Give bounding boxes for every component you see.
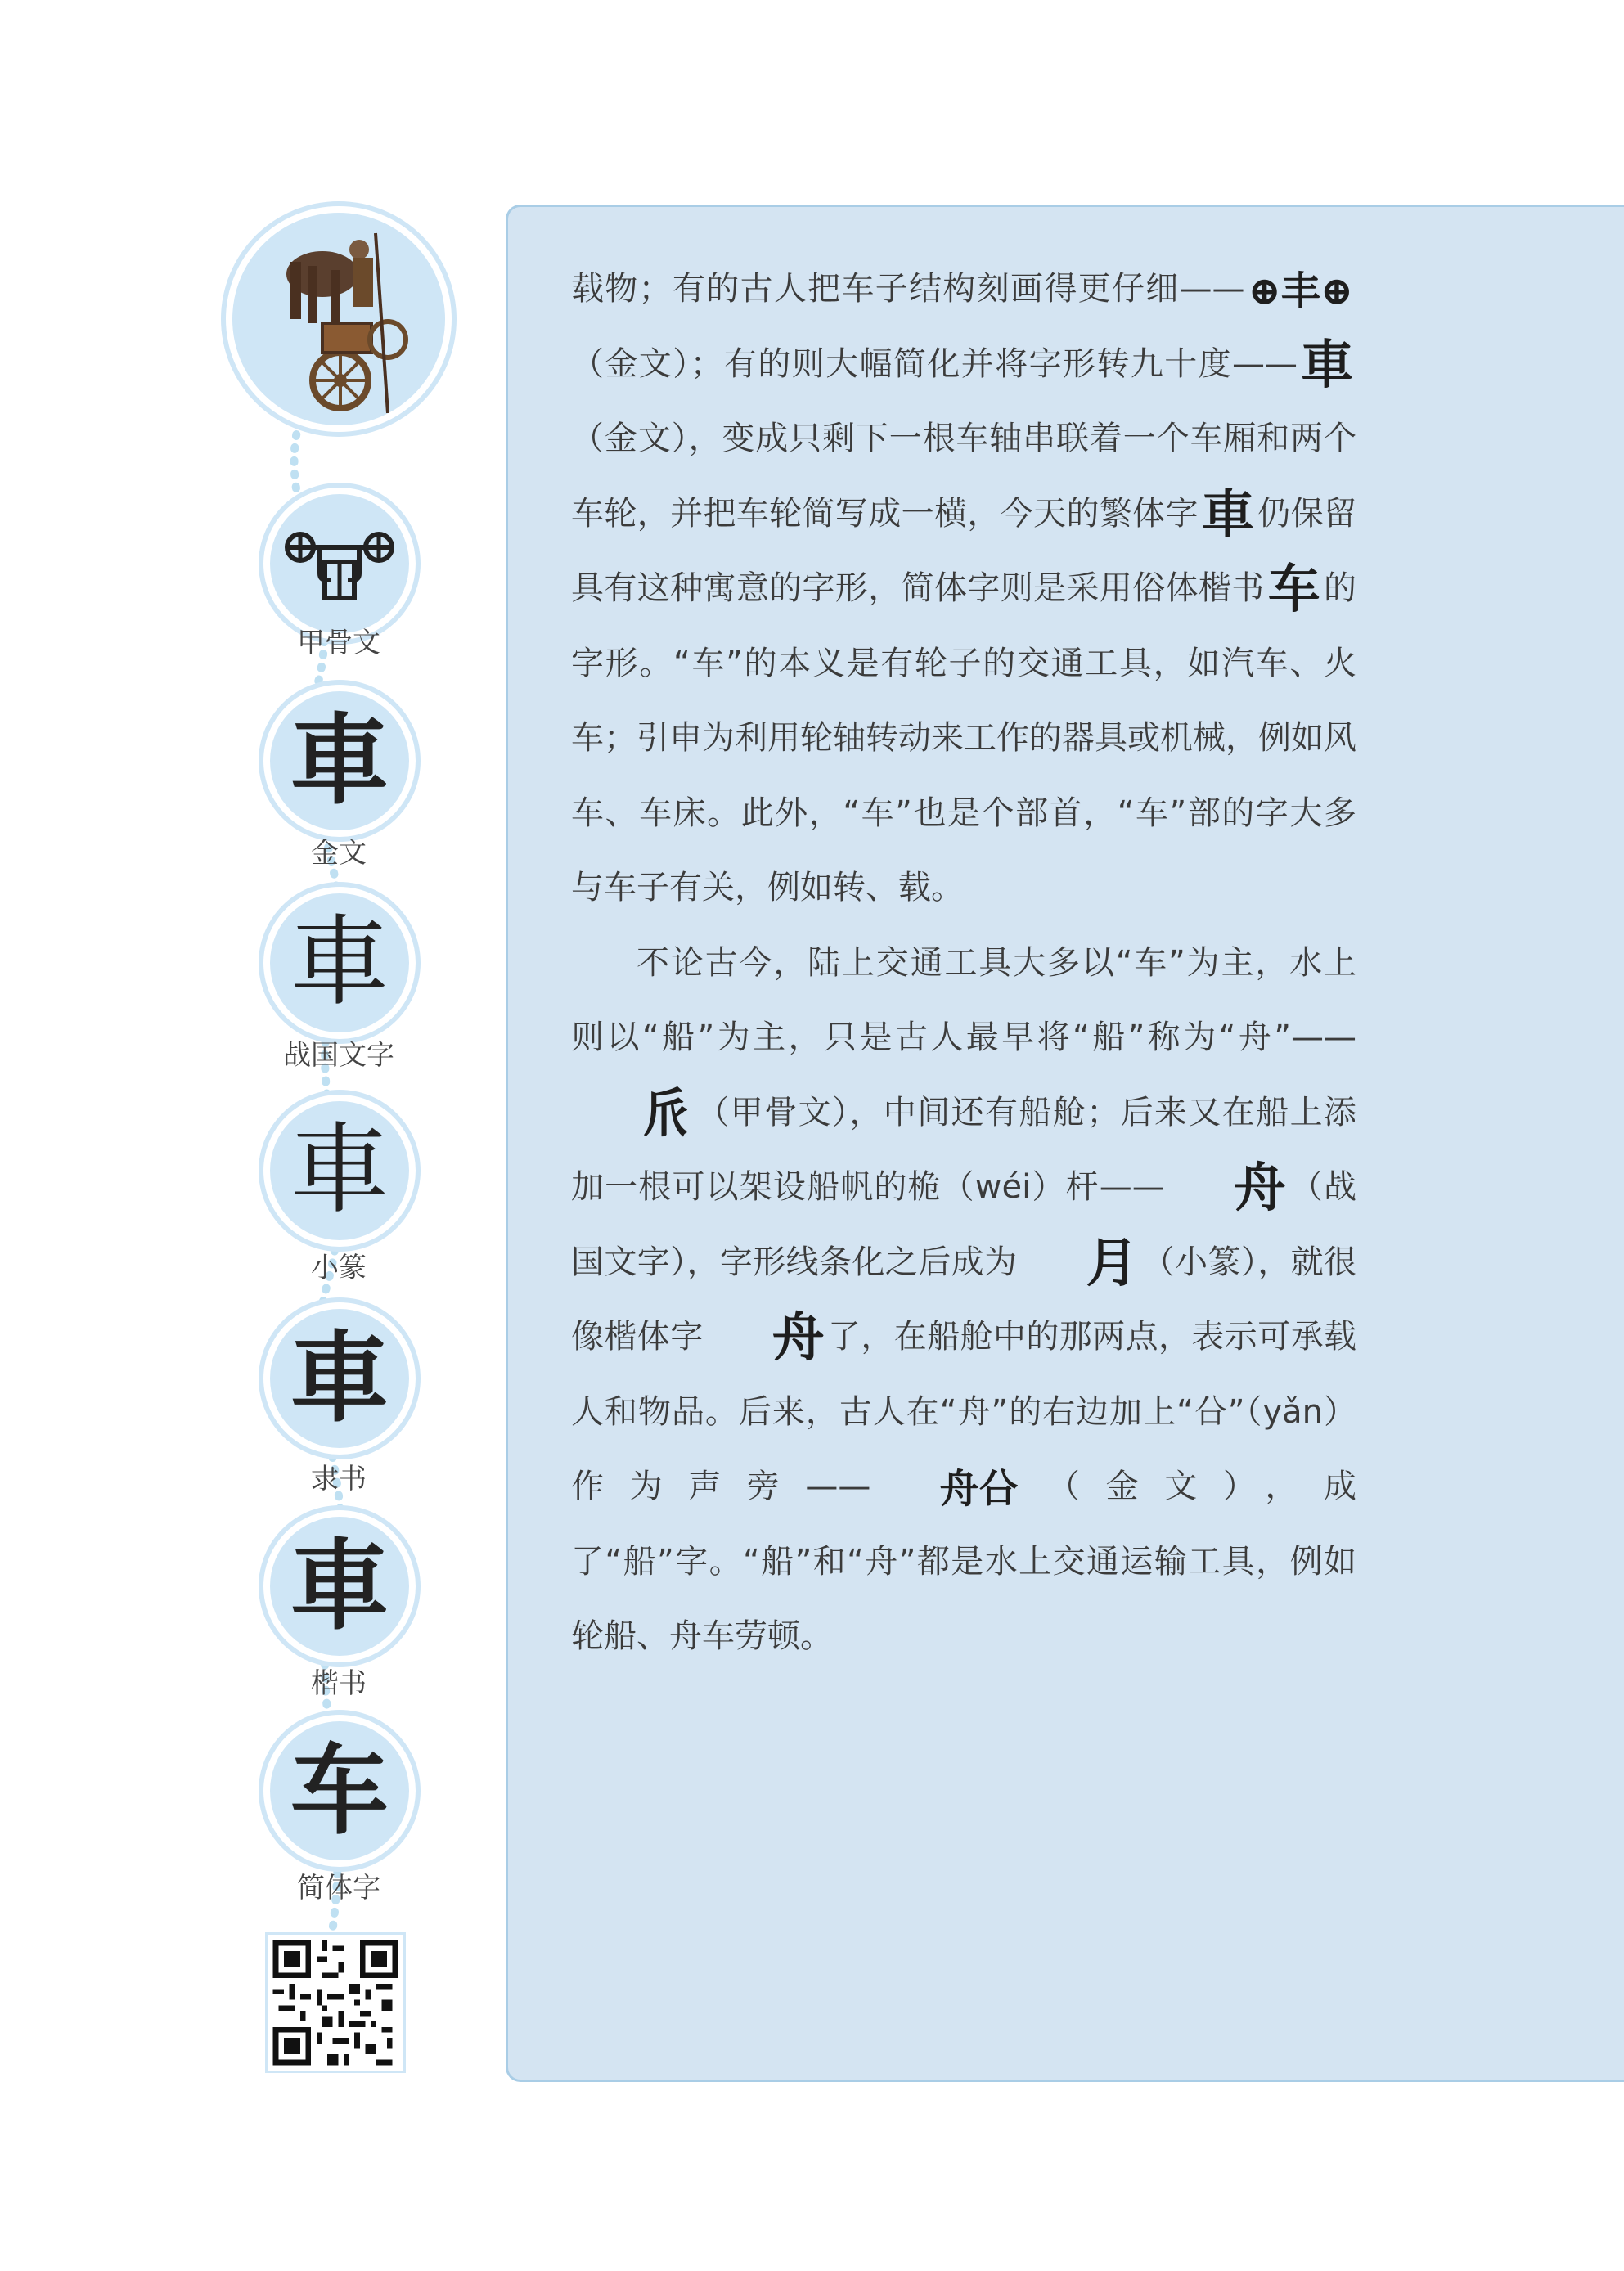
stage-warring-states-seal xyxy=(270,893,409,1032)
oracle-bone-chariot-glyph xyxy=(282,523,397,605)
bronze-ship-glyph: 舟㕣 xyxy=(939,1466,1019,1512)
article-body xyxy=(571,252,1356,1675)
bronze-detailed-chariot-glyph: ⊕丰⊕ xyxy=(1248,268,1353,314)
stage-label-bronze: 金文 xyxy=(311,837,367,870)
stage-clerical-seal xyxy=(270,1309,409,1448)
stage-small-seal-seal xyxy=(270,1101,409,1240)
simplified-chariot-glyph-inline: 车 xyxy=(1267,559,1320,620)
warring-states-boat-glyph: 舟 xyxy=(1233,1158,1286,1219)
simplified-chariot-glyph: 车 xyxy=(290,1733,389,1848)
regular-boat-glyph: 舟 xyxy=(772,1307,825,1369)
chariot-icon xyxy=(265,225,412,413)
small-seal-boat-glyph: 月 xyxy=(1086,1232,1139,1294)
chariot-illustration xyxy=(232,213,445,425)
stage-label-regular: 楷书 xyxy=(311,1667,367,1700)
paragraph-chariot: 载物；有的古人把车子结构刻画得更仔细——⊕丰⊕（金文）；有的则大幅简化并将字形转九十度——車（金文），变成只剩下一根车轴串联着一个车厢和两个车轮，并把车轮简写成一横，今天的繁体字車 仍保留具有这种寓意的字形，简体字则是采用俗体楷书车 的字形。“车”的本义是有轮子的交通工具，如汽车、火车；引申为利用轮轴转动来工作的器具或机械，例如风车、车床。此外，“车”也是个部首，“车”部的字大多与车子有关，例如转、载。 xyxy=(571,268,1357,906)
qr-code-icon xyxy=(268,1935,403,2071)
stage-oracle-bone-seal xyxy=(270,494,409,633)
stage-label-clerical: 隶书 xyxy=(311,1463,367,1495)
stage-bronze-seal xyxy=(270,691,409,830)
stage-label-simplified: 简体字 xyxy=(297,1872,380,1904)
stage-label-warring-states: 战国文字 xyxy=(283,1039,394,1072)
stage-label-small-seal: 小篆 xyxy=(311,1252,367,1284)
bronze-chariot-glyph: 車 xyxy=(290,703,389,818)
stage-regular-seal xyxy=(270,1517,409,1656)
qr-code[interactable] xyxy=(265,1932,406,2073)
stage-simplified-seal xyxy=(270,1721,409,1860)
traditional-chariot-glyph: 車 xyxy=(1201,483,1254,546)
paragraph-boat: 不论古今，陆上交通工具大多以“车”为主，水上则以“船”为主，只是古人最早将“船”称为“舟”——𠂢 （甲骨文），中间还有船舱；后来又在船上添加一根可以架设船帆的桅（wéi）杆—— 舟 （战国文字），字形线条化之后成为 月 （小篆），就很像楷体字 舟 了，在船舱中的那两点，表示可承载人和物品。后来，古人在“舟”的右边加上“㕣”（yǎn）作为声旁—— 舟㕣 （金文），成了“船”字。“船”和“舟”都是水上交通运输工具，例如轮船、舟车劳顿。 xyxy=(571,943,1357,1655)
stage-label-oracle-bone: 甲骨文 xyxy=(297,627,380,659)
bronze-rotated-chariot-glyph: 車 xyxy=(1301,334,1353,396)
small-seal-chariot-glyph: 車 xyxy=(290,1113,389,1227)
regular-chariot-glyph: 車 xyxy=(290,1528,389,1644)
warring-states-chariot-glyph: 車 xyxy=(290,906,389,1019)
clerical-chariot-glyph: 車 xyxy=(290,1320,389,1436)
oracle-bone-boat-glyph: 𠂢 xyxy=(640,1082,692,1144)
